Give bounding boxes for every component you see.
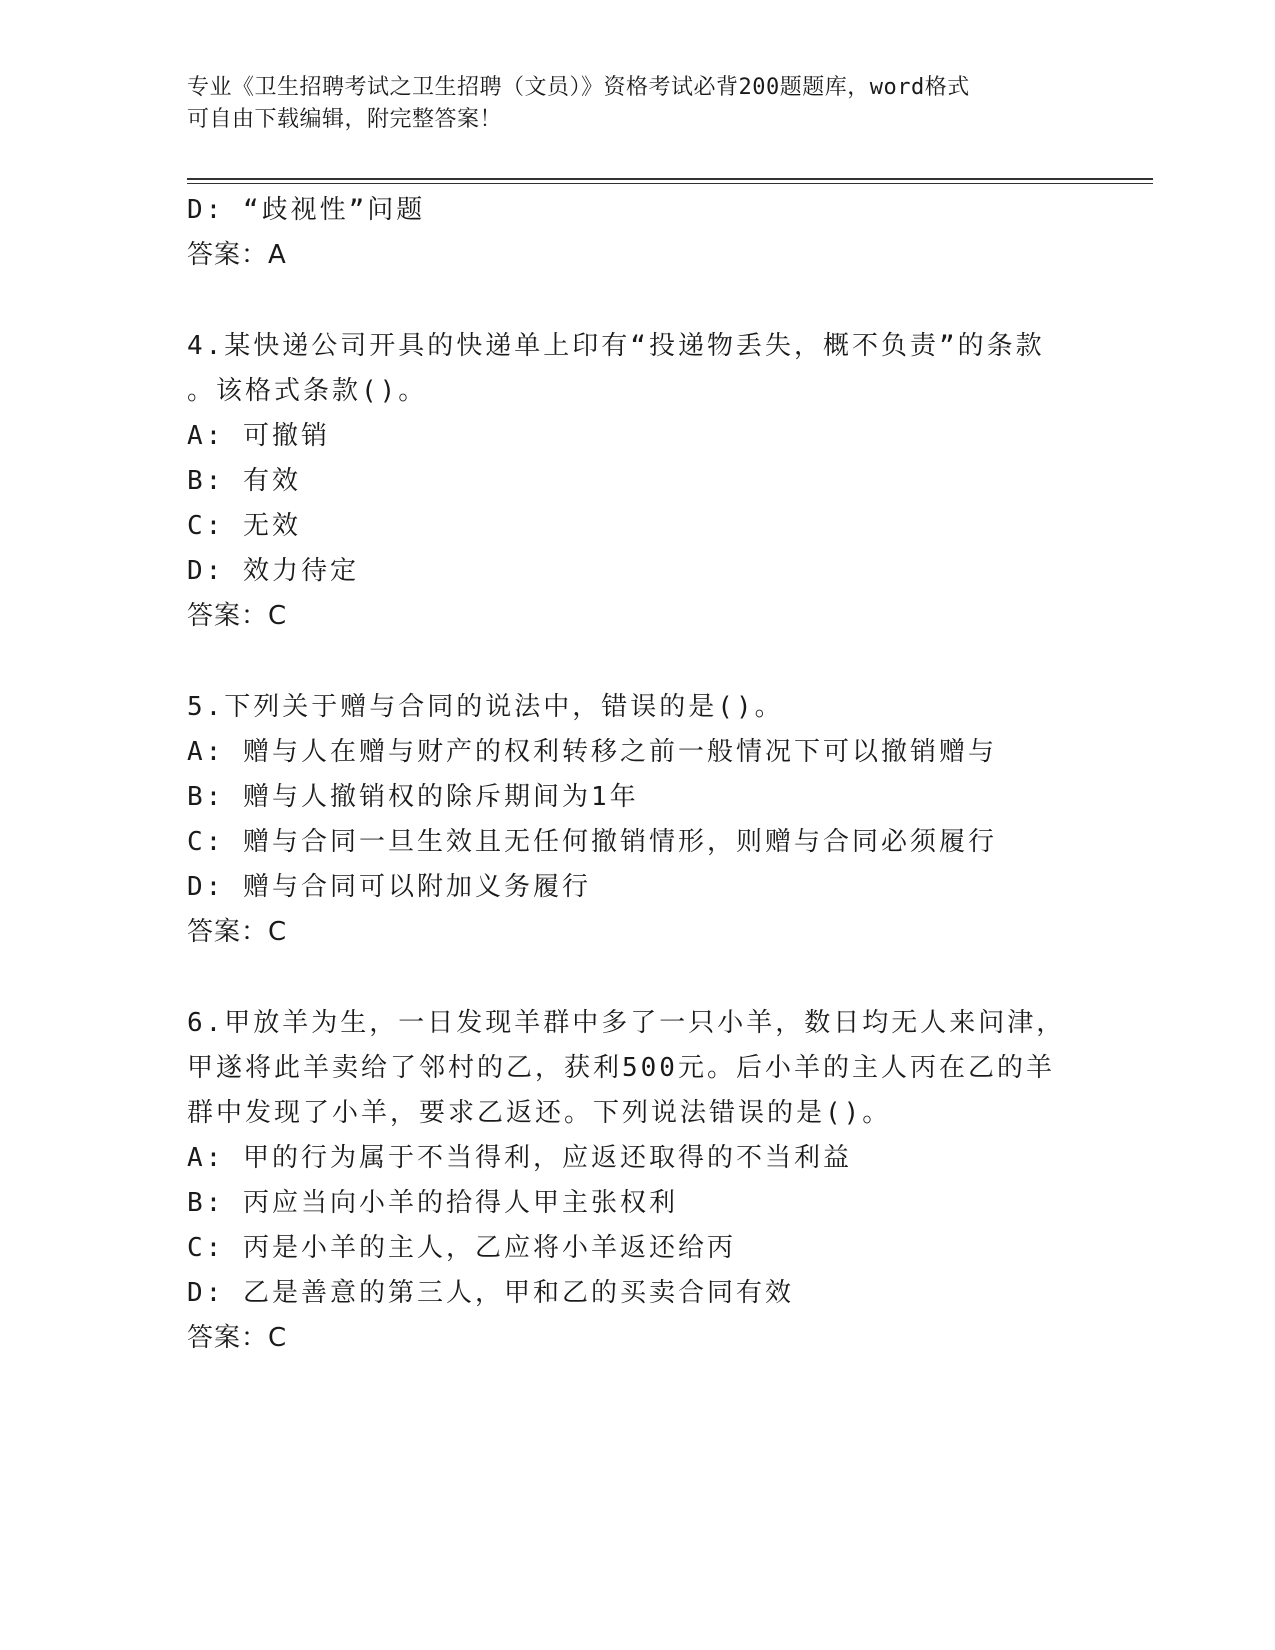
option-c: C: 无效 (187, 511, 301, 541)
question-6 (187, 1001, 1087, 1361)
option-b: B: 赠与人撤销权的除斥期间为1年 (187, 782, 639, 812)
header-rule-thick (187, 178, 1153, 180)
header-title-line-1: 专业《卫生招聘考试之卫生招聘（文员）》资格考试必背200题题库，word格式 (187, 75, 970, 100)
option-d: D: 乙是善意的第三人，甲和乙的买卖合同有效 (187, 1278, 794, 1308)
page-header (187, 72, 1067, 136)
spacer (187, 278, 1087, 324)
question-stem: 群中发现了小羊，要求乙返还。下列说法错误的是()。 (187, 1098, 892, 1128)
header-title-line-2: 可自由下载编辑，附完整答案！ (187, 107, 503, 132)
option-d: D: 赠与合同可以附加义务履行 (187, 872, 591, 902)
option-c: C: 赠与合同一旦生效且无任何撤销情形，则赠与合同必须履行 (187, 827, 997, 857)
option-b: B: 有效 (187, 466, 301, 496)
question-stem: 6.甲放羊为生，一日发现羊群中多了一只小羊，数日均无人来问津， (187, 1008, 1066, 1038)
question-fragment (187, 188, 1087, 278)
question-stem: 4.某快递公司开具的快递单上印有“投递物丢失，概不负责”的条款 (187, 331, 1045, 361)
answer-line: 答案：C (187, 1323, 288, 1353)
answer-line: 答案：C (187, 917, 288, 947)
question-content (187, 188, 1087, 1361)
answer-line: 答案：A (187, 240, 287, 270)
spacer (187, 955, 1087, 1001)
option-b: B: 丙应当向小羊的拾得人甲主张权利 (187, 1188, 678, 1218)
option-d: D: “歧视性”问题 (187, 195, 426, 225)
option-a: A: 赠与人在赠与财产的权利转移之前一般情况下可以撤销赠与 (187, 737, 997, 767)
option-d: D: 效力待定 (187, 556, 359, 586)
option-c: C: 丙是小羊的主人，乙应将小羊返还给丙 (187, 1233, 736, 1263)
question-stem: 。该格式条款()。 (187, 376, 428, 406)
answer-line: 答案：C (187, 601, 288, 631)
question-stem: 甲遂将此羊卖给了邻村的乙，获利500元。后小羊的主人丙在乙的羊 (187, 1053, 1055, 1083)
question-stem: 5.下列关于赠与合同的说法中，错误的是()。 (187, 692, 784, 722)
question-5 (187, 685, 1087, 955)
question-4 (187, 324, 1087, 639)
option-a: A: 甲的行为属于不当得利，应返还取得的不当利益 (187, 1143, 852, 1173)
header-rule-thin (187, 183, 1153, 184)
option-a: A: 可撤销 (187, 421, 330, 451)
spacer (187, 639, 1087, 685)
